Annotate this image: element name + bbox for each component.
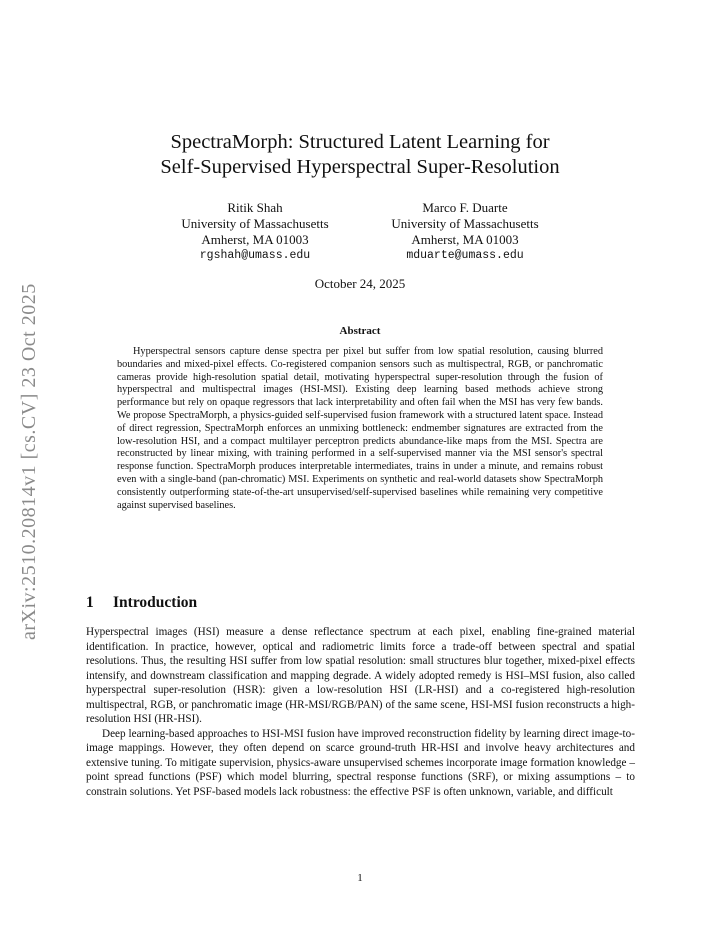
abstract-heading: Abstract [339,325,381,337]
author-block-2 [370,200,560,264]
author-name: Marco F. Duarte [422,200,508,215]
author-affiliation: University of Massachusetts [181,216,329,231]
author-block-1 [160,200,350,264]
author-affiliation: University of Massachusetts [391,216,539,231]
body-text [86,625,635,799]
title-line-1: SpectraMorph: Structured Latent Learning for [170,131,550,153]
arxiv-identifier: arXiv:2510.20814v1 [cs.CV] 23 Oct 2025 [18,283,40,640]
paragraph: Deep learning-based approaches to HSI-MSI fusion have improved reconstruction fidelity by learning direct image-to-image mappings. However, they often depend on scarce ground-truth HR-HSI and involve heavy architectures and extensive tuning. To mitigate supervision, physics-aware unsupervised schemes incorporate image formation knowledge – point spread functions (PSF) which model blurring, spectral response functions (SRF), or mixing assumptions – to constrain solutions. Yet PSF-based models lack robustness: the effective PSF is often unknown, variable, and difficult [86,727,635,798]
author-name: Ritik Shah [227,200,283,215]
title-line-2: Self-Supervised Hyperspectral Super-Resolution [160,156,560,178]
section-number: 1 [86,594,94,611]
paper-date: October 24, 2025 [314,276,406,291]
author-email: rgshah@umass.edu [199,249,311,262]
section-title: Introduction [113,594,198,611]
author-address: Amherst, MA 01003 [411,232,519,247]
paragraph: Hyperspectral images (HSI) measure a dense reflectance spectrum at each pixel, enabling fine-grained material identification. In practice, however, optical and radiometric limits force a trade-off between spectral and spatial resolutions. Thus, the resulting HSI suffer from low spatial resolution: small structures blur together, mixed-pixel effects intensify, and downstream classification and mapping degrade. A widely adopted remedy is HSI–MSI fusion, also called hyperspectral super-resolution (HSR): given a low-resolution HSI (LR-HSI) and a co-registered high-resolution multispectral, RGB, or panchromatic image (HR-MSI/RGB/PAN) of the same scene, HSI-MSI fusion reconstructs a high-resolution HSI (HR-HSI). [86,626,635,725]
page-number: 1 [357,872,363,884]
abstract-text: Hyperspectral sensors capture dense spectra per pixel but suffer from low spatial resolution, causing blurred boundaries and mixed-pixel effects. Co-registered companion sensors such as multispectral, RGB, or panchromatic cameras provide high-resolution spatial detail, motivating hyperspectral super-resolution through the fusion of hyperspectral and multispectral images (HSI-MSI). Existing deep learning based methods achieve strong performance but rely on opaque regressors that lack interpretability and often fail when the MSI has very few bands. We propose SpectraMorph, a physics-guided self-supervised fusion framework with a structured latent space. Instead of direct regression, SpectraMorph enforces an unmixing bottleneck: endmember signatures are extracted from the low-resolution HSI, and a compact multilayer perceptron predicts abundance-like maps from the MSI. Spectra are reconstructed by linear mixing, with training performed in a self-supervised manner via the MSI sensor's spectral response function. SpectraMorph produces interpretable intermediates, trains in under a minute, and remains robust even with a single-band (pan-chromatic) MSI. Experiments on synthetic and real-world datasets show SpectraMorph consistently outperforming state-of-the-art unsupervised/self-supervised baselines while remaining very competitive against supervised baselines. [117,346,603,511]
author-address: Amherst, MA 01003 [201,232,309,247]
paper-title [80,130,640,180]
author-email: mduarte@umass.edu [406,249,524,262]
section-heading [86,594,197,612]
